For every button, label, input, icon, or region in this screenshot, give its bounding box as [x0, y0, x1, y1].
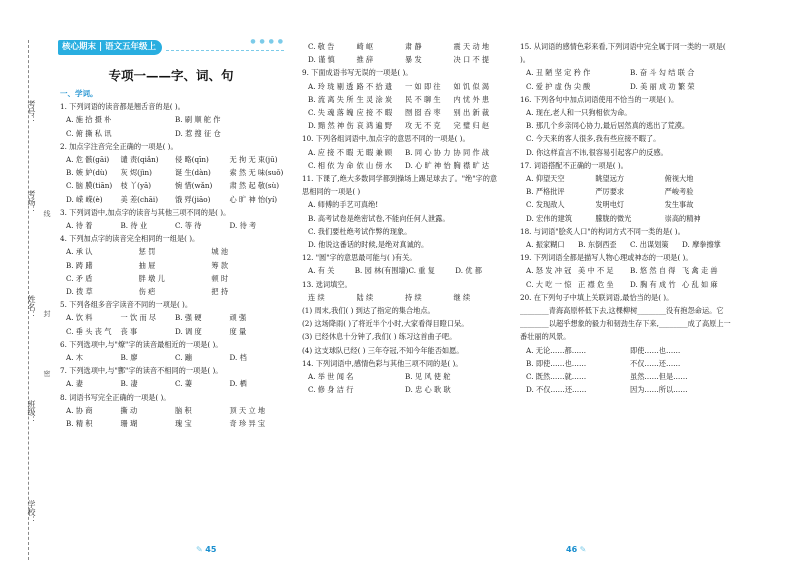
- option-text: 囫 囵 吞 枣: [405, 108, 441, 118]
- question-text: 3. 下列词语中,加点字的读音与其他三项不同的是( )。: [60, 207, 231, 217]
- answer-options: [520, 344, 734, 357]
- question-text: 5. 下列各组多音字读音不同的一项是( )。: [60, 300, 193, 310]
- option-text: A. 怒 发 冲 冠: [526, 266, 572, 276]
- option-text: D. 调 度: [175, 326, 202, 336]
- option-text: A. 举 世 闻 名: [308, 372, 354, 382]
- option-text: 眺望远方: [595, 174, 625, 184]
- question-text: 19. 下列词语全都是描写人物心理或神态的一项是( )。: [520, 253, 693, 263]
- answer-options: [302, 40, 502, 53]
- option-text: D. 栖: [229, 379, 247, 389]
- question-text: ________青海高原杯低下去,这棵柳树________没有抱怨命运。它________以超乎想象的毅力和韧劲生存下来,________成了高原上一番壮丽的风景。: [520, 306, 731, 342]
- option-text: C. 大 吃 一 惊: [526, 279, 572, 289]
- option-text: D. 美 丽 成 功 繁 荣: [630, 81, 695, 91]
- option-text: B. 刷 顺 舵 作: [175, 115, 221, 125]
- school-label: 学校：: [27, 500, 36, 524]
- answer-options: [302, 198, 502, 211]
- option-text: 顽 强: [229, 313, 247, 323]
- question-column-1: [60, 87, 284, 430]
- option-text: B. 严格批评: [526, 187, 565, 197]
- option-text: 如 饥 似 渴: [453, 81, 490, 91]
- option-text: B. 那几个乡亲同心协力,最后居然真的逃出了荒漠。: [526, 121, 690, 131]
- option-text: 推 辞: [356, 55, 374, 65]
- option-text: 肃 然 起 敬(sù): [229, 181, 280, 191]
- question-text: 4. 下列加点字的读音完全相同的一组是( )。: [60, 234, 200, 244]
- answer-options: [302, 291, 502, 304]
- answer-options: [60, 417, 284, 430]
- option-text: 度 量: [229, 326, 247, 336]
- option-text: C. 我们要杜绝考试作弊的现象。: [308, 226, 412, 236]
- answer-options: [520, 106, 734, 119]
- answer-options: [520, 383, 734, 396]
- class-label: 班级：: [27, 400, 36, 424]
- option-text: A. 饮 料: [66, 313, 93, 323]
- option-text: C. 相 依 为 命: [308, 160, 354, 170]
- option-text: D. 他说这番话的时候,是绝对真诚的。: [308, 240, 429, 250]
- option-text: C. 敬 告: [308, 42, 335, 51]
- option-text: 伤 疤: [138, 287, 156, 297]
- answer-options: [60, 113, 284, 126]
- option-text: C. 爱 护 虚 伪 尖 酸: [526, 81, 591, 91]
- seal-mark: 封: [43, 310, 51, 317]
- option-text: B. 踌 躇: [66, 260, 93, 270]
- answer-options: [520, 212, 734, 225]
- option-text: D. 不仅……还……: [526, 385, 587, 395]
- answer-options: [302, 119, 502, 132]
- answer-options: [302, 225, 502, 238]
- option-text: 肃 静: [405, 42, 422, 51]
- brand-name: 核心期末: [62, 42, 97, 52]
- answer-options: [60, 179, 284, 192]
- option-text: 灰 烬(jìn): [120, 168, 152, 178]
- option-text: 把 持: [211, 287, 229, 297]
- option-text: D. 摩拳擦掌: [682, 240, 721, 250]
- question-column-3: [520, 40, 734, 396]
- option-text: 发生事故: [664, 200, 694, 210]
- option-text: 惩 罚: [138, 247, 156, 257]
- option-text: 不仅……还……: [630, 358, 681, 368]
- question-text: 20. 在下列句子中填上关联词语,最恰当的是( )。: [520, 292, 674, 302]
- option-text: B. 东倒西歪: [578, 240, 617, 250]
- option-text: 心 乱 如 麻: [682, 279, 718, 289]
- option-text: D. 待 考: [229, 221, 257, 231]
- brand-badge: 核心期末 | 语文五年级上: [58, 40, 162, 55]
- question-text: 2. 加点字注音完全正确的一项是( )。: [60, 141, 178, 151]
- name-label: 姓名：: [27, 295, 36, 319]
- option-text: D. 优 都: [455, 266, 482, 276]
- option-text: 严厉要求: [595, 187, 625, 197]
- option-text: 继 续: [453, 292, 471, 302]
- subject-label: 语文五年级上: [105, 42, 157, 52]
- question-text: (4) 这支球队已经( ) 三年夺冠,不知今年能否如愿。: [302, 345, 464, 355]
- option-text: 依 山 傍 水: [356, 160, 393, 170]
- answer-options: [520, 172, 734, 185]
- question-text: 17. 词语搭配不正确的一项是( )。: [520, 160, 628, 170]
- option-text: 因为……所以……: [630, 385, 688, 395]
- option-text: 决 口 不 提: [453, 55, 490, 65]
- answer-options: [60, 193, 284, 206]
- option-text: 侵 略(qīn): [175, 155, 209, 165]
- answer-options: [520, 357, 734, 370]
- option-text: B. 流 离 失 所: [308, 94, 354, 104]
- question-column-2: [302, 40, 502, 396]
- option-text: 顶 天 立 地: [229, 405, 266, 415]
- option-text: 脑 积: [175, 405, 192, 415]
- option-text: 撕 动: [120, 405, 138, 415]
- question-text: (3) 已经休息十分钟了,我们( ) 练习这首曲子吧。: [302, 332, 457, 342]
- question-text: 13. 选词填空。: [302, 279, 352, 289]
- option-text: 饿 殍(jiāo): [175, 194, 211, 204]
- section-heading: 一、学词。: [60, 89, 98, 98]
- option-text: 诞 生(dàn): [175, 168, 211, 178]
- question-text: (2) 这场降雨( )了将近半个小时,大家看得目瞪口呆。: [302, 319, 469, 329]
- option-text: D. 心 旷 神 怡: [405, 160, 451, 170]
- option-text: B. 嫉 妒(dù): [66, 168, 108, 178]
- option-text: B. 精 积: [66, 419, 93, 429]
- option-text: 飞 禽 走 兽: [682, 266, 718, 276]
- option-text: D. 档: [229, 353, 247, 363]
- option-text: 震 天 动 地: [453, 42, 490, 51]
- option-text: D. 拨 草: [66, 287, 93, 297]
- answer-options: [60, 351, 284, 364]
- question-text: 16. 下列各句中加点词语使用不恰当的一项是( )。: [520, 94, 679, 104]
- question-text: (1) 周末,我们( ) 到达了指定的集合地点。: [302, 306, 435, 316]
- page-header: [58, 40, 284, 56]
- header-divider: [166, 50, 284, 51]
- answer-options: [60, 325, 284, 338]
- option-text: 瑰 宝: [175, 419, 192, 429]
- option-text: 胸 襟 旷 达: [453, 160, 490, 170]
- option-text: 顿 时: [211, 273, 229, 283]
- option-text: A. 仰望天空: [526, 174, 565, 184]
- question-text: 1. 下列词语的读音都是翘舌音的是( )。: [60, 102, 185, 112]
- seal-mark: 线: [43, 210, 51, 217]
- answer-options: [520, 146, 734, 159]
- option-text: D. 谨 慎: [308, 55, 335, 65]
- option-text: C. 出谋划策: [630, 240, 669, 250]
- option-text: D. 胸 有 成 竹: [630, 279, 676, 289]
- option-text: C. 修 身 洁 行: [308, 385, 354, 395]
- option-text: A. 危 骸(gāi): [66, 155, 110, 165]
- option-text: A. 现在,老人和一只狗相依为命。: [526, 108, 632, 118]
- question-text: 6. 下列选项中,与"燎"字的读音最相近的一项是( )。: [60, 339, 223, 349]
- option-text: 连 续: [308, 292, 325, 302]
- option-text: 别 出 新 裁: [453, 108, 490, 118]
- answer-options: [302, 238, 502, 251]
- exam-number-label: 考号：: [27, 100, 36, 124]
- option-text: 胖 墩 儿: [138, 273, 165, 283]
- option-text: 崇高的精神: [664, 213, 701, 223]
- question-text: 7. 下列选项中,与"酆"字的读音不相同的一项是( )。: [60, 366, 223, 376]
- answer-options: [520, 370, 734, 383]
- option-text: 城 池: [211, 247, 229, 257]
- page-number-left-value: 45: [205, 545, 217, 554]
- option-text: B. 同 心 协 力: [405, 147, 451, 157]
- option-text: 谴 责(qiǎn): [120, 155, 159, 165]
- page-number-right: [566, 545, 586, 554]
- option-text: 协 同 作 战: [453, 147, 490, 157]
- option-text: C. 今天来的客人很多,我有些应接不暇了。: [526, 134, 661, 144]
- option-text: 发明电灯: [595, 200, 625, 210]
- option-text: C. 等 待: [175, 221, 202, 231]
- answer-options: [302, 80, 502, 93]
- answer-options: [60, 259, 284, 272]
- answer-options: [520, 132, 734, 145]
- option-text: 心 旷 神 怡(yí): [229, 194, 278, 204]
- answer-options: [520, 66, 734, 79]
- option-text: A. 妻: [66, 379, 83, 389]
- seal-mark: 密: [43, 370, 51, 377]
- feather-icon: ✎: [196, 545, 206, 554]
- option-text: 筹 款: [211, 260, 229, 270]
- option-text: A. 师傅的手艺可真绝!: [308, 200, 379, 210]
- option-text: 陆 续: [356, 292, 374, 302]
- answer-options: [60, 272, 284, 285]
- question-text: 10. 下列各组词语中,加点字的意思不同的一项是( )。: [302, 134, 470, 144]
- page-number-left: [196, 545, 216, 554]
- option-text: 崎 岖: [356, 42, 374, 51]
- option-text: B. 园 林(有围墙): [354, 266, 409, 276]
- option-text: C. 萋: [175, 379, 192, 389]
- answer-options: [60, 127, 284, 140]
- answer-options: [60, 245, 284, 258]
- option-text: 完 璧 归 赵: [453, 121, 490, 131]
- option-text: 应 接 不 暇: [356, 108, 393, 118]
- option-text: 俯视大地: [664, 174, 694, 184]
- answer-options: [60, 166, 284, 179]
- option-text: B. 廖: [120, 353, 138, 363]
- answer-options: [520, 80, 734, 93]
- option-text: 攻 无 不 克: [405, 121, 441, 131]
- option-text: 一 饮 而 尽: [120, 313, 157, 323]
- question-text: 18. 与词语"脍炙人口"的构词方式不同一类的是( )。: [520, 226, 685, 236]
- option-text: B. 见 风 使 舵: [405, 372, 451, 382]
- answer-options: [60, 153, 284, 166]
- answer-options: [60, 219, 284, 232]
- option-text: 美 中 不 足: [578, 266, 614, 276]
- question-text: 14. 下列词语中,感情色彩与其他三项不同的是( )。: [302, 358, 463, 368]
- option-text: 索 然 无 味(suǒ): [229, 168, 284, 178]
- option-text: C. 垂 头 丧 气: [66, 326, 112, 336]
- option-text: A. 木: [66, 353, 83, 363]
- question-text: 8. 词语书写完全正确的一项是( )。: [60, 392, 171, 402]
- answer-options: [302, 106, 502, 119]
- answer-options: [60, 404, 284, 417]
- header-dots-decoration: ● ● ● ●: [250, 38, 284, 45]
- answer-options: [302, 212, 502, 225]
- option-text: A. 无论……都……: [526, 345, 587, 355]
- option-text: 枝 丫(yā): [120, 181, 152, 191]
- answer-options: [302, 383, 502, 396]
- option-text: 抽 屉: [138, 260, 156, 270]
- option-text: 内 忧 外 患: [453, 94, 490, 104]
- option-text: C. 脑 膜(tiān): [66, 181, 113, 191]
- option-text: 奇 珍 异 宝: [229, 419, 266, 429]
- option-text: 生 灵 涂 炭: [356, 94, 393, 104]
- answer-options: [520, 198, 734, 211]
- option-text: 即使……也……: [630, 345, 681, 355]
- option-text: A. 丑 陋 坚 定 矜 作: [526, 68, 591, 78]
- answer-options: [302, 264, 502, 277]
- answer-options: [302, 53, 502, 66]
- answer-options: [520, 278, 734, 291]
- option-text: C. 蹦: [175, 353, 192, 363]
- option-text: B. 即使……也……: [526, 358, 587, 368]
- option-text: D. 黯 然 神 伤: [308, 121, 354, 131]
- answer-options: [60, 377, 284, 390]
- option-text: 民 不 聊 生: [405, 94, 441, 104]
- feather-icon: ✎: [577, 545, 587, 554]
- option-text: C. 发现敌人: [526, 200, 565, 210]
- option-text: D. 惹 搜 征 仓: [175, 128, 221, 138]
- option-text: A. 协 商: [66, 405, 93, 415]
- option-text: 一 如 即 往: [405, 81, 441, 91]
- option-text: C. 重 复: [408, 266, 435, 276]
- option-text: A. 振家糊口: [526, 240, 565, 250]
- option-text: C. 俯 撕 私 讯: [66, 128, 112, 138]
- answer-options: [60, 285, 284, 298]
- option-text: D. 忠 心 耿 耿: [405, 385, 451, 395]
- option-text: C. 矛 盾: [66, 273, 93, 283]
- option-text: 虽然……但是……: [630, 372, 688, 382]
- answer-options: [302, 146, 502, 159]
- option-text: C. 失 魂 落 魄: [308, 108, 354, 118]
- option-text: D. 嵘 嵘(è): [66, 194, 103, 204]
- question-text: 11. 下课了,绝大多数同学都到操场上踢足球去了。"绝"字的意思相同的一项是( ): [302, 174, 498, 197]
- option-text: 珊 瑚: [120, 419, 138, 429]
- option-text: B. 强 硬: [175, 313, 202, 323]
- page-number-right-value: 46: [566, 545, 578, 554]
- option-text: 哀 鸿 遍 野: [356, 121, 393, 131]
- option-text: B. 奋 斗 勾 结 联 合: [630, 68, 695, 78]
- answer-options: [302, 159, 502, 172]
- option-text: 无 拘 无 束(jū): [229, 155, 278, 165]
- option-text: 严峻考验: [664, 187, 694, 197]
- option-text: B. 悠 然 自 得: [630, 266, 676, 276]
- answer-options: [302, 93, 502, 106]
- answer-options: [520, 238, 734, 251]
- option-text: 丧 事: [120, 326, 138, 336]
- option-text: A. 玲 珑 剔 透: [308, 81, 354, 91]
- answer-options: [520, 185, 734, 198]
- option-text: A. 施 拾 摄 朴: [66, 115, 112, 125]
- option-text: B. 凄: [120, 379, 138, 389]
- option-text: 美 差(chāi): [120, 194, 159, 204]
- option-text: 正 襟 危 坐: [578, 279, 614, 289]
- option-text: 朦胧的微光: [595, 213, 632, 223]
- answer-options: [60, 311, 284, 324]
- option-text: 暴 发: [405, 55, 422, 65]
- option-text: A. 待 着: [66, 221, 93, 231]
- option-text: B. 高考试卷是绝密试卷,不能向任何人泄露。: [308, 213, 450, 223]
- option-text: B. 待 业: [120, 221, 148, 231]
- option-text: A. 有 关: [308, 266, 335, 276]
- option-text: D. 你这样直言不讳,很容易引起客户的反感。: [526, 147, 668, 157]
- question-text: 15. 从词语的感情色彩来看,下列词语中完全属于同一类的一项是( )。: [520, 42, 726, 65]
- option-text: C. 既然……就……: [526, 372, 587, 382]
- answer-options: [520, 119, 734, 132]
- option-text: 惋 惜(wǎn): [175, 181, 213, 191]
- question-text: 12. "圆"字的意思最可能与( )有关。: [302, 253, 417, 263]
- option-text: 无 暇 兼 顾: [356, 147, 393, 157]
- option-text: 路 不 拾 遗: [356, 81, 393, 91]
- question-text: 9. 下面成语书写无误的一项是( )。: [302, 68, 413, 78]
- student-info-margin: [0, 40, 52, 560]
- answer-options: [520, 264, 734, 277]
- answer-options: [302, 370, 502, 383]
- option-text: A. 承 认: [66, 247, 93, 257]
- exam-room-label: 考场：: [27, 190, 36, 214]
- option-text: A. 应 接 不 暇: [308, 147, 354, 157]
- option-text: 持 续: [405, 292, 422, 302]
- option-text: D. 宏伟的建筑: [526, 213, 573, 223]
- page-title: 专项一——字、词、句: [108, 68, 234, 83]
